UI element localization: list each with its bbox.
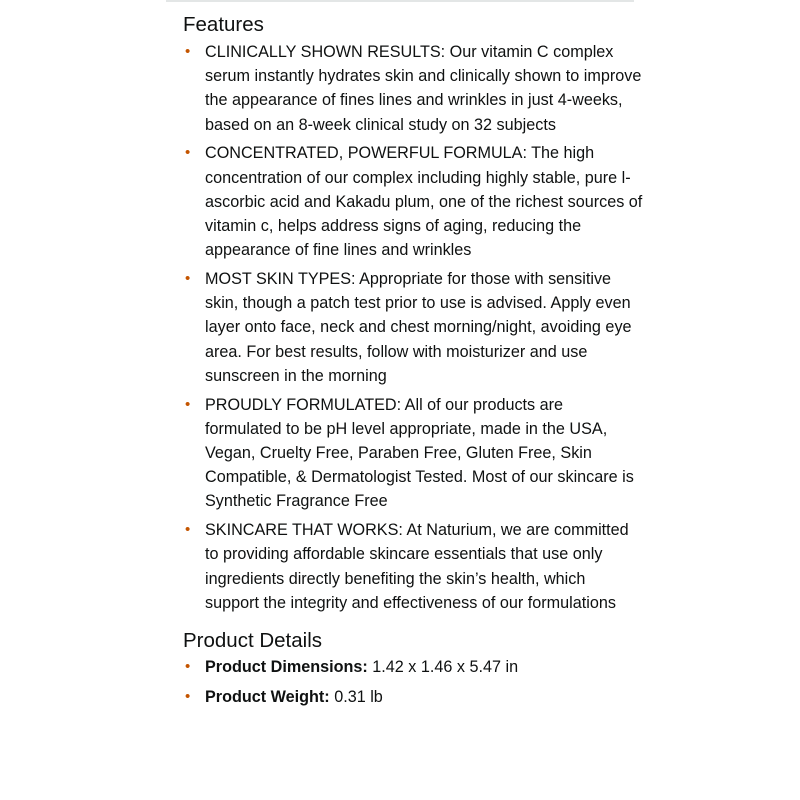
feature-text: CONCENTRATED, POWERFUL FORMULA: The high concentration of our complex including highly stable, pure l-ascorbic acid and Kakadu plum, one of the richest sources of vitamin c, helps address signs of aging, reducing the appearance of fine lines and wrinkles	[205, 144, 643, 260]
detail-value: 0.31 lb	[329, 688, 383, 707]
list-item	[183, 655, 643, 679]
bullet-icon: •	[185, 658, 191, 676]
bullet-icon: •	[185, 395, 191, 413]
top-divider	[166, 0, 634, 2]
list-item	[183, 685, 643, 709]
feature-text: MOST SKIN TYPES: Appropriate for those with sensitive skin, though a patch test prior to use is advised. Apply even layer onto face, neck and chest morning/night, avoiding eye area. For best results, follow with moisturizer and use sunscreen in the morning	[205, 270, 632, 385]
list-item	[183, 267, 643, 388]
feature-text: SKINCARE THAT WORKS: At Naturium, we are committed to providing affordable skincare essentials that use only ingredients directly benefiting the skin’s health, which support the integrity and effectiveness of our formulations	[205, 521, 629, 612]
bullet-icon: •	[185, 270, 191, 288]
feature-text: CLINICALLY SHOWN RESULTS: Our vitamin C complex serum instantly hydrates skin and clinically shown to improve the appearance of fines lines and wrinkles in just 4-weeks, based on an 8-week clinical study on 32 subjects	[205, 43, 642, 134]
feature-text: PROUDLY FORMULATED: All of our products are formulated to be pH level appropriate, made in the USA, Vegan, Cruelty Free, Paraben Free, Gluten Free, Skin Compatible, & Dermatologist Tested. Most of our skincare is Synthetic Fragrance Free	[205, 395, 634, 511]
features-heading: Features	[183, 13, 264, 36]
list-item	[183, 141, 643, 262]
bullet-icon: •	[185, 521, 191, 539]
bullet-icon: •	[185, 688, 191, 706]
list-item	[183, 518, 643, 615]
product-info-section	[183, 12, 643, 715]
detail-value: 1.42 x 1.46 x 5.47 in	[367, 658, 519, 677]
product-details-list	[183, 655, 643, 709]
list-item	[183, 393, 643, 514]
bullet-icon: •	[185, 43, 191, 60]
detail-label: Product Weight:	[205, 688, 330, 707]
features-list	[183, 40, 643, 615]
bullet-icon: •	[185, 144, 191, 162]
product-details-heading: Product Details	[183, 629, 323, 653]
list-item	[183, 40, 643, 137]
detail-label: Product Dimensions:	[205, 658, 368, 677]
